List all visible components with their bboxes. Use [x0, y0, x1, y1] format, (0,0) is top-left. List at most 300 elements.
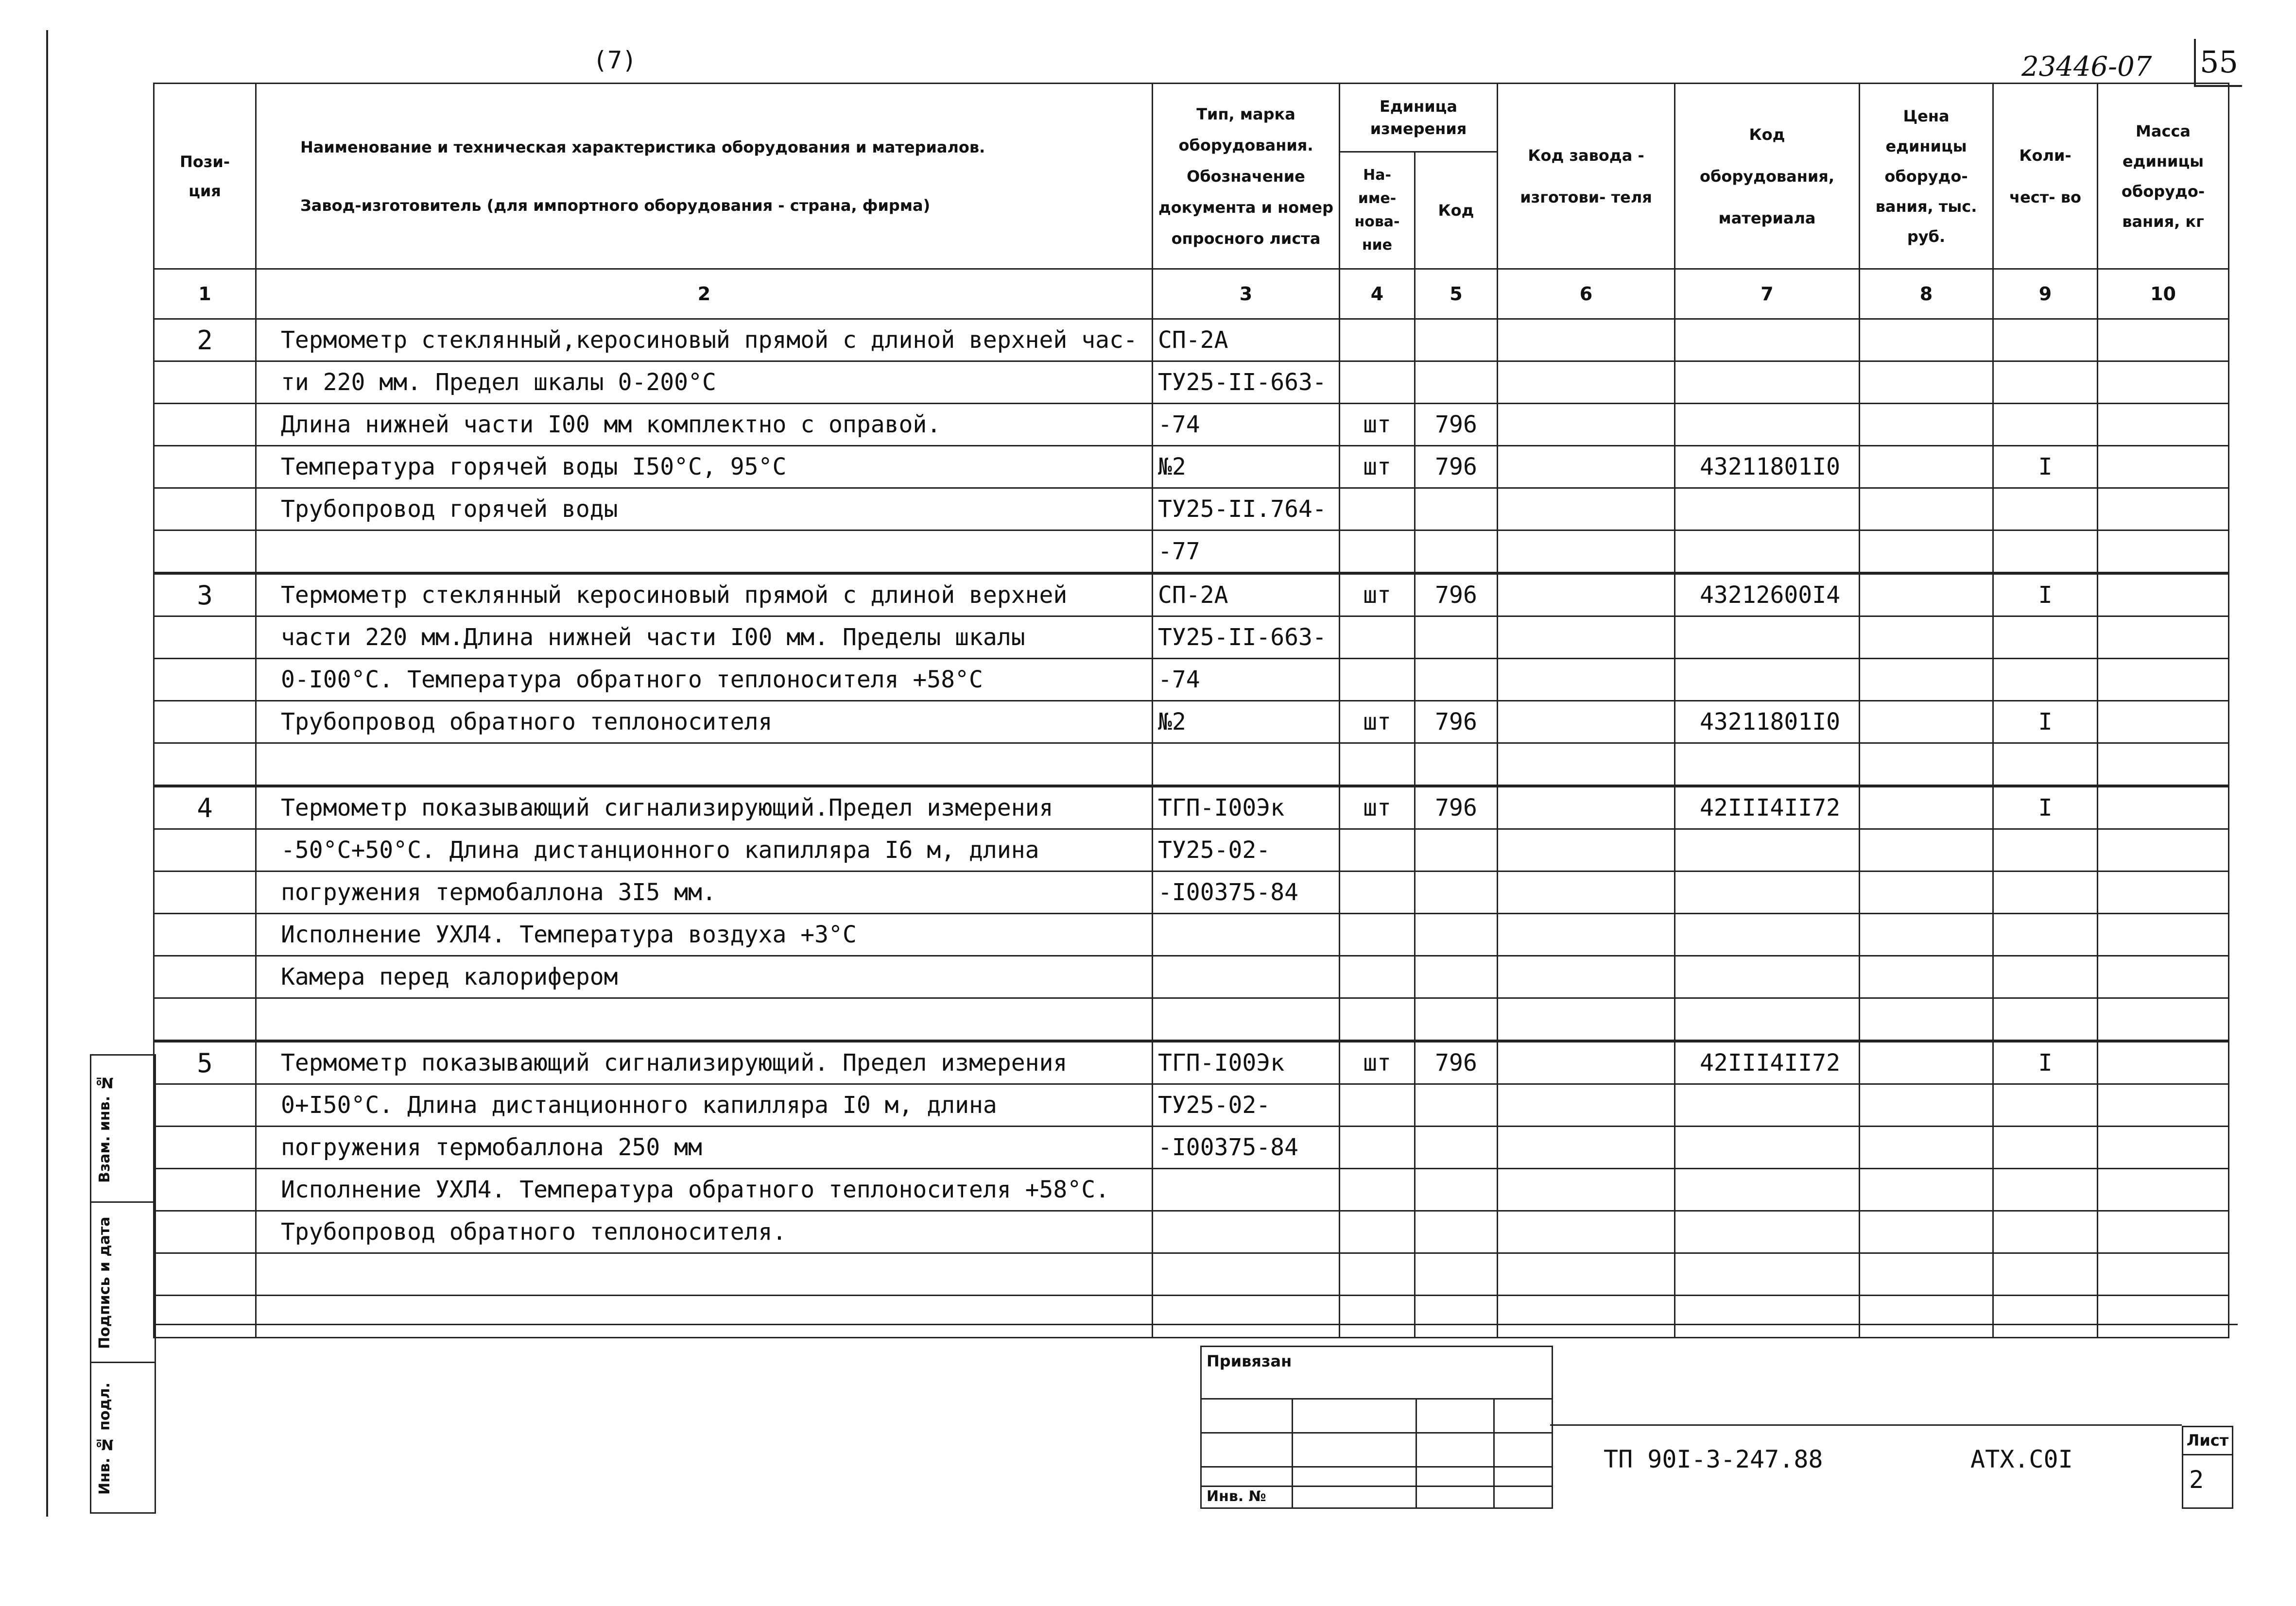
- type-cell: ТУ25-II-663-: [1153, 361, 1340, 404]
- unit-code-cell: [1415, 998, 1498, 1042]
- name-cell: Трубопровод горячей воды: [256, 488, 1153, 530]
- header-plant-code: Код завода - изготови- теля: [1498, 84, 1675, 269]
- unit-name-cell: [1340, 743, 1415, 786]
- plant-code-cell: [1498, 361, 1675, 404]
- type-cell: [1153, 1296, 1340, 1338]
- type-cell: ТУ25-02-: [1153, 829, 1340, 871]
- plant-code-cell: [1498, 1253, 1675, 1296]
- unit-name-cell: [1340, 361, 1415, 404]
- position-cell: [154, 743, 256, 786]
- table-row: [154, 871, 2229, 914]
- price-cell: [1860, 573, 1993, 616]
- name-cell: [256, 743, 1153, 786]
- plant-code-cell: [1498, 573, 1675, 616]
- header-name-line2: Завод-изготовитель (для импортного оборудования - страна, фирма): [300, 196, 931, 215]
- header-unit-name: На- име- нова- ние: [1340, 152, 1415, 269]
- table-row: [154, 446, 2229, 488]
- type-cell: ТУ25-II-663-: [1153, 616, 1340, 659]
- quantity-cell: [1993, 871, 2098, 914]
- unit-name-cell: [1340, 998, 1415, 1042]
- unit-name-cell: шт: [1340, 573, 1415, 616]
- table-row: [154, 1127, 2229, 1169]
- sheet-number-top: 55: [2200, 44, 2238, 80]
- plant-code-cell: [1498, 914, 1675, 956]
- price-cell: [1860, 1211, 1993, 1253]
- type-cell: [1153, 743, 1340, 786]
- table-row: [154, 1169, 2229, 1211]
- plant-code-cell: [1498, 998, 1675, 1042]
- price-cell: [1860, 361, 1993, 404]
- title-block-inv-no: Инв. №: [1207, 1488, 1266, 1505]
- quantity-cell: [1993, 319, 2098, 361]
- header-unit-price: Цена единицы оборудо- вания, тыс. руб.: [1860, 84, 1993, 269]
- price-cell: [1860, 488, 1993, 530]
- mass-cell: [2098, 998, 2229, 1042]
- unit-code-cell: [1415, 914, 1498, 956]
- column-number: 7: [1675, 269, 1860, 319]
- equipment-code-cell: [1675, 1127, 1860, 1169]
- type-cell: ТГП-I00Эк: [1153, 1041, 1340, 1084]
- unit-code-cell: [1415, 488, 1498, 530]
- mass-cell: [2098, 1296, 2229, 1338]
- unit-name-cell: [1340, 829, 1415, 871]
- position-cell: [154, 829, 256, 871]
- type-cell: СП-2А: [1153, 319, 1340, 361]
- price-cell: [1860, 956, 1993, 998]
- equipment-code-cell: [1675, 1169, 1860, 1211]
- equipment-code-cell: [1675, 1296, 1860, 1338]
- name-cell: части 220 мм.Длина нижней части I00 мм. Пределы шкалы: [256, 616, 1153, 659]
- price-cell: [1860, 871, 1993, 914]
- name-cell: Исполнение УХЛ4. Температура воздуха +3°С: [256, 914, 1153, 956]
- type-cell: ТГП-I00Эк: [1153, 786, 1340, 829]
- position-cell: 3: [154, 573, 256, 616]
- equipment-code-cell: 43212600I4: [1675, 573, 1860, 616]
- mass-cell: [2098, 319, 2229, 361]
- quantity-cell: [1993, 998, 2098, 1042]
- title-block-grid: [1200, 1346, 1553, 1509]
- unit-name-cell: [1340, 956, 1415, 998]
- position-cell: [154, 1211, 256, 1253]
- name-cell: ти 220 мм. Предел шкалы 0-200°С: [256, 361, 1153, 404]
- mass-cell: [2098, 1127, 2229, 1169]
- price-cell: [1860, 530, 1993, 574]
- price-cell: [1860, 786, 1993, 829]
- name-cell: Термометр стеклянный,керосиновый прямой с длиной верхней час-: [256, 319, 1153, 361]
- name-cell: погружения термобаллона 3I5 мм.: [256, 871, 1153, 914]
- type-cell: [1153, 998, 1340, 1042]
- equipment-code-cell: [1675, 659, 1860, 701]
- position-cell: [154, 659, 256, 701]
- equipment-code-cell: [1675, 956, 1860, 998]
- unit-code-cell: 796: [1415, 701, 1498, 743]
- name-cell: Термометр показывающий сигнализирующий.Предел измерения: [256, 786, 1153, 829]
- position-cell: [154, 404, 256, 446]
- unit-code-cell: [1415, 319, 1498, 361]
- position-cell: 2: [154, 319, 256, 361]
- quantity-cell: [1993, 1084, 2098, 1127]
- plant-code-cell: [1498, 786, 1675, 829]
- equipment-code-cell: [1675, 1084, 1860, 1127]
- quantity-cell: [1993, 488, 2098, 530]
- position-cell: [154, 530, 256, 574]
- name-cell: погружения термобаллона 250 мм: [256, 1127, 1153, 1169]
- mass-cell: [2098, 573, 2229, 616]
- equipment-code-cell: 43211801I0: [1675, 446, 1860, 488]
- quantity-cell: [1993, 1127, 2098, 1169]
- unit-name-cell: [1340, 616, 1415, 659]
- table-row: [154, 701, 2229, 743]
- unit-code-cell: 796: [1415, 573, 1498, 616]
- mass-cell: [2098, 701, 2229, 743]
- doc-number: ТП 90I-3-247.88: [1604, 1445, 1823, 1473]
- equipment-code-cell: 42III4II72: [1675, 786, 1860, 829]
- header-unit-code: Код: [1415, 152, 1498, 269]
- unit-code-cell: [1415, 530, 1498, 574]
- position-cell: [154, 1169, 256, 1211]
- equipment-code-cell: [1675, 871, 1860, 914]
- mass-cell: [2098, 786, 2229, 829]
- price-cell: [1860, 1253, 1993, 1296]
- header-unit-group: Единица измерения: [1340, 84, 1498, 152]
- name-cell: Температура горячей воды I50°С, 95°С: [256, 446, 1153, 488]
- type-cell: [1153, 956, 1340, 998]
- type-cell: ТУ25-II.764-: [1153, 488, 1340, 530]
- equipment-code-cell: [1675, 530, 1860, 574]
- column-number: 8: [1860, 269, 1993, 319]
- side-stamp-sign-date: Подпись и дата: [96, 1216, 113, 1350]
- header-name-line1: Наименование и техническая характеристика оборудования и материалов.: [300, 137, 985, 156]
- plant-code-cell: [1498, 1084, 1675, 1127]
- plant-code-cell: [1498, 319, 1675, 361]
- quantity-cell: I: [1993, 573, 2098, 616]
- mass-cell: [2098, 871, 2229, 914]
- header-name: [256, 84, 1153, 269]
- unit-code-cell: [1415, 361, 1498, 404]
- table-row: [154, 1211, 2229, 1253]
- unit-name-cell: [1340, 488, 1415, 530]
- plant-code-cell: [1498, 1169, 1675, 1211]
- plant-code-cell: [1498, 488, 1675, 530]
- quantity-cell: [1993, 616, 2098, 659]
- price-cell: [1860, 829, 1993, 871]
- side-stamp: [90, 1054, 156, 1514]
- table-row: [154, 829, 2229, 871]
- quantity-cell: [1993, 829, 2098, 871]
- mass-cell: [2098, 829, 2229, 871]
- position-cell: [154, 956, 256, 998]
- position-cell: [154, 871, 256, 914]
- unit-name-cell: [1340, 1169, 1415, 1211]
- table-row: [154, 573, 2229, 616]
- price-cell: [1860, 743, 1993, 786]
- price-cell: [1860, 1084, 1993, 1127]
- name-cell: [256, 1296, 1153, 1338]
- sheet-number-box: [2194, 39, 2242, 87]
- unit-code-cell: [1415, 659, 1498, 701]
- unit-code-cell: [1415, 1211, 1498, 1253]
- unit-code-cell: [1415, 1253, 1498, 1296]
- price-cell: [1860, 659, 1993, 701]
- unit-name-cell: [1340, 659, 1415, 701]
- mass-cell: [2098, 1253, 2229, 1296]
- type-cell: №2: [1153, 446, 1340, 488]
- quantity-cell: [1993, 1253, 2098, 1296]
- specification-table: [153, 83, 2229, 1338]
- type-cell: №2: [1153, 701, 1340, 743]
- quantity-cell: I: [1993, 701, 2098, 743]
- unit-code-cell: [1415, 1169, 1498, 1211]
- table-row: [154, 530, 2229, 574]
- mass-cell: [2098, 743, 2229, 786]
- type-cell: -I00375-84: [1153, 871, 1340, 914]
- column-number: 1: [154, 269, 256, 319]
- unit-name-cell: шт: [1340, 404, 1415, 446]
- position-cell: 5: [154, 1041, 256, 1084]
- table-row: [154, 1253, 2229, 1296]
- sheet-label: Лист: [2183, 1427, 2232, 1455]
- equipment-code-cell: [1675, 319, 1860, 361]
- equipment-code-cell: [1675, 829, 1860, 871]
- type-cell: -I00375-84: [1153, 1127, 1340, 1169]
- quantity-cell: I: [1993, 446, 2098, 488]
- table-row: [154, 1296, 2229, 1338]
- type-cell: СП-2А: [1153, 573, 1340, 616]
- price-cell: [1860, 914, 1993, 956]
- position-cell: [154, 488, 256, 530]
- sheet-value: 2: [2189, 1466, 2204, 1494]
- plant-code-cell: [1498, 701, 1675, 743]
- table-row: [154, 914, 2229, 956]
- position-cell: [154, 1296, 256, 1338]
- doc-mark: АТХ.С0I: [1970, 1445, 2073, 1473]
- title-line: [1550, 1424, 2182, 1426]
- plant-code-cell: [1498, 616, 1675, 659]
- unit-code-cell: [1415, 743, 1498, 786]
- unit-code-cell: 796: [1415, 404, 1498, 446]
- price-cell: [1860, 1169, 1993, 1211]
- unit-code-cell: [1415, 956, 1498, 998]
- table-row: [154, 743, 2229, 786]
- unit-code-cell: [1415, 1084, 1498, 1127]
- mass-cell: [2098, 1041, 2229, 1084]
- mass-cell: [2098, 659, 2229, 701]
- name-cell: Камера перед калорифером: [256, 956, 1153, 998]
- equipment-code-cell: [1675, 404, 1860, 446]
- price-cell: [1860, 404, 1993, 446]
- mass-cell: [2098, 1211, 2229, 1253]
- name-cell: 0+I50°С. Длина дистанционного капилляра I0 м, длина: [256, 1084, 1153, 1127]
- unit-code-cell: 796: [1415, 446, 1498, 488]
- mass-cell: [2098, 616, 2229, 659]
- mass-cell: [2098, 1084, 2229, 1127]
- table-row: [154, 319, 2229, 361]
- equipment-code-cell: [1675, 1253, 1860, 1296]
- price-cell: [1860, 1041, 1993, 1084]
- plant-code-cell: [1498, 1127, 1675, 1169]
- name-cell: Термометр стеклянный керосиновый прямой с длиной верхней: [256, 573, 1153, 616]
- name-cell: [256, 998, 1153, 1042]
- plant-code-cell: [1498, 659, 1675, 701]
- plant-code-cell: [1498, 829, 1675, 871]
- mass-cell: [2098, 530, 2229, 574]
- name-cell: Термометр показывающий сигнализирующий. Предел измерения: [256, 1041, 1153, 1084]
- plant-code-cell: [1498, 1296, 1675, 1338]
- header-position: Пози- ция: [154, 84, 256, 269]
- table-row: [154, 786, 2229, 829]
- table-row: [154, 998, 2229, 1042]
- plant-code-cell: [1498, 404, 1675, 446]
- unit-code-cell: [1415, 829, 1498, 871]
- header-unit-mass: Масса единицы оборудо- вания, кг: [2098, 84, 2229, 269]
- equipment-code-cell: [1675, 361, 1860, 404]
- table-row: [154, 1084, 2229, 1127]
- quantity-cell: [1993, 1211, 2098, 1253]
- unit-name-cell: [1340, 1084, 1415, 1127]
- unit-name-cell: шт: [1340, 786, 1415, 829]
- price-cell: [1860, 998, 1993, 1042]
- unit-name-cell: [1340, 1127, 1415, 1169]
- side-stamp-inv-replaced: Взам. инв. №: [96, 1074, 113, 1183]
- position-cell: [154, 1084, 256, 1127]
- plant-code-cell: [1498, 530, 1675, 574]
- type-cell: [1153, 1169, 1340, 1211]
- table-row: [154, 1041, 2229, 1084]
- position-cell: [154, 446, 256, 488]
- type-cell: -74: [1153, 659, 1340, 701]
- quantity-cell: [1993, 1296, 2098, 1338]
- plant-code-cell: [1498, 1041, 1675, 1084]
- price-cell: [1860, 616, 1993, 659]
- doc-code-handwritten: 23446-07: [2021, 51, 2152, 83]
- equipment-code-cell: 43211801I0: [1675, 701, 1860, 743]
- column-number: 10: [2098, 269, 2229, 319]
- unit-name-cell: [1340, 530, 1415, 574]
- unit-code-cell: 796: [1415, 1041, 1498, 1084]
- type-cell: ТУ25-02-: [1153, 1084, 1340, 1127]
- unit-name-cell: [1340, 914, 1415, 956]
- unit-name-cell: шт: [1340, 446, 1415, 488]
- column-number: 4: [1340, 269, 1415, 319]
- position-cell: [154, 361, 256, 404]
- unit-name-cell: [1340, 1211, 1415, 1253]
- quantity-cell: I: [1993, 1041, 2098, 1084]
- position-cell: [154, 616, 256, 659]
- table-row: [154, 488, 2229, 530]
- position-cell: [154, 1253, 256, 1296]
- price-cell: [1860, 1127, 1993, 1169]
- quantity-cell: [1993, 404, 2098, 446]
- quantity-cell: [1993, 361, 2098, 404]
- price-cell: [1860, 701, 1993, 743]
- name-cell: [256, 530, 1153, 574]
- column-number: 5: [1415, 269, 1498, 319]
- unit-code-cell: [1415, 616, 1498, 659]
- unit-name-cell: [1340, 1296, 1415, 1338]
- unit-name-cell: шт: [1340, 1041, 1415, 1084]
- type-cell: -74: [1153, 404, 1340, 446]
- position-cell: [154, 998, 256, 1042]
- name-cell: Трубопровод обратного теплоносителя.: [256, 1211, 1153, 1253]
- column-number: 2: [256, 269, 1153, 319]
- quantity-cell: [1993, 659, 2098, 701]
- unit-code-cell: [1415, 1296, 1498, 1338]
- title-block-attached: Привязан: [1207, 1352, 1292, 1370]
- unit-name-cell: шт: [1340, 701, 1415, 743]
- quantity-cell: [1993, 530, 2098, 574]
- unit-name-cell: [1340, 319, 1415, 361]
- table-row: [154, 956, 2229, 998]
- name-cell: [256, 1253, 1153, 1296]
- position-cell: [154, 914, 256, 956]
- equipment-code-cell: [1675, 914, 1860, 956]
- sheet-box: [2182, 1426, 2233, 1509]
- table-bottom-line: [153, 1324, 2238, 1325]
- type-cell: [1153, 914, 1340, 956]
- type-cell: -77: [1153, 530, 1340, 574]
- mass-cell: [2098, 488, 2229, 530]
- price-cell: [1860, 446, 1993, 488]
- header-equipment-code: Код оборудования, материала: [1675, 84, 1860, 269]
- name-cell: Исполнение УХЛ4. Температура обратного теплоносителя +58°С.: [256, 1169, 1153, 1211]
- position-cell: 4: [154, 786, 256, 829]
- type-cell: [1153, 1253, 1340, 1296]
- equipment-code-cell: 42III4II72: [1675, 1041, 1860, 1084]
- price-cell: [1860, 319, 1993, 361]
- header-quantity: Коли- чест- во: [1993, 84, 2098, 269]
- position-cell: [154, 1127, 256, 1169]
- name-cell: -50°С+50°С. Длина дистанционного капилляра I6 м, длина: [256, 829, 1153, 871]
- quantity-cell: [1993, 914, 2098, 956]
- quantity-cell: [1993, 743, 2098, 786]
- quantity-cell: [1993, 956, 2098, 998]
- table-row: [154, 404, 2229, 446]
- column-number: 6: [1498, 269, 1675, 319]
- equipment-code-cell: [1675, 616, 1860, 659]
- mass-cell: [2098, 956, 2229, 998]
- unit-name-cell: [1340, 1253, 1415, 1296]
- column-number: 9: [1993, 269, 2098, 319]
- plant-code-cell: [1498, 956, 1675, 998]
- name-cell: Трубопровод обратного теплоносителя: [256, 701, 1153, 743]
- equipment-code-cell: [1675, 743, 1860, 786]
- plant-code-cell: [1498, 743, 1675, 786]
- plant-code-cell: [1498, 871, 1675, 914]
- position-cell: [154, 701, 256, 743]
- side-stamp-inv-original: Инв. № подл.: [96, 1382, 113, 1495]
- equipment-code-cell: [1675, 488, 1860, 530]
- unit-code-cell: [1415, 871, 1498, 914]
- name-cell: 0-I00°С. Температура обратного теплоносителя +58°С: [256, 659, 1153, 701]
- unit-code-cell: 796: [1415, 786, 1498, 829]
- column-number: 3: [1153, 269, 1340, 319]
- table-row: [154, 659, 2229, 701]
- mass-cell: [2098, 404, 2229, 446]
- mass-cell: [2098, 1169, 2229, 1211]
- mass-cell: [2098, 446, 2229, 488]
- equipment-code-cell: [1675, 998, 1860, 1042]
- mass-cell: [2098, 914, 2229, 956]
- equipment-code-cell: [1675, 1211, 1860, 1253]
- quantity-cell: I: [1993, 786, 2098, 829]
- page-number: (7): [593, 46, 637, 74]
- name-cell: Длина нижней части I00 мм комплектно с оправой.: [256, 404, 1153, 446]
- unit-code-cell: [1415, 1127, 1498, 1169]
- unit-name-cell: [1340, 871, 1415, 914]
- header-type: Тип, марка оборудования. Обозначение документа и номер опросного листа: [1153, 84, 1340, 269]
- quantity-cell: [1993, 1169, 2098, 1211]
- plant-code-cell: [1498, 446, 1675, 488]
